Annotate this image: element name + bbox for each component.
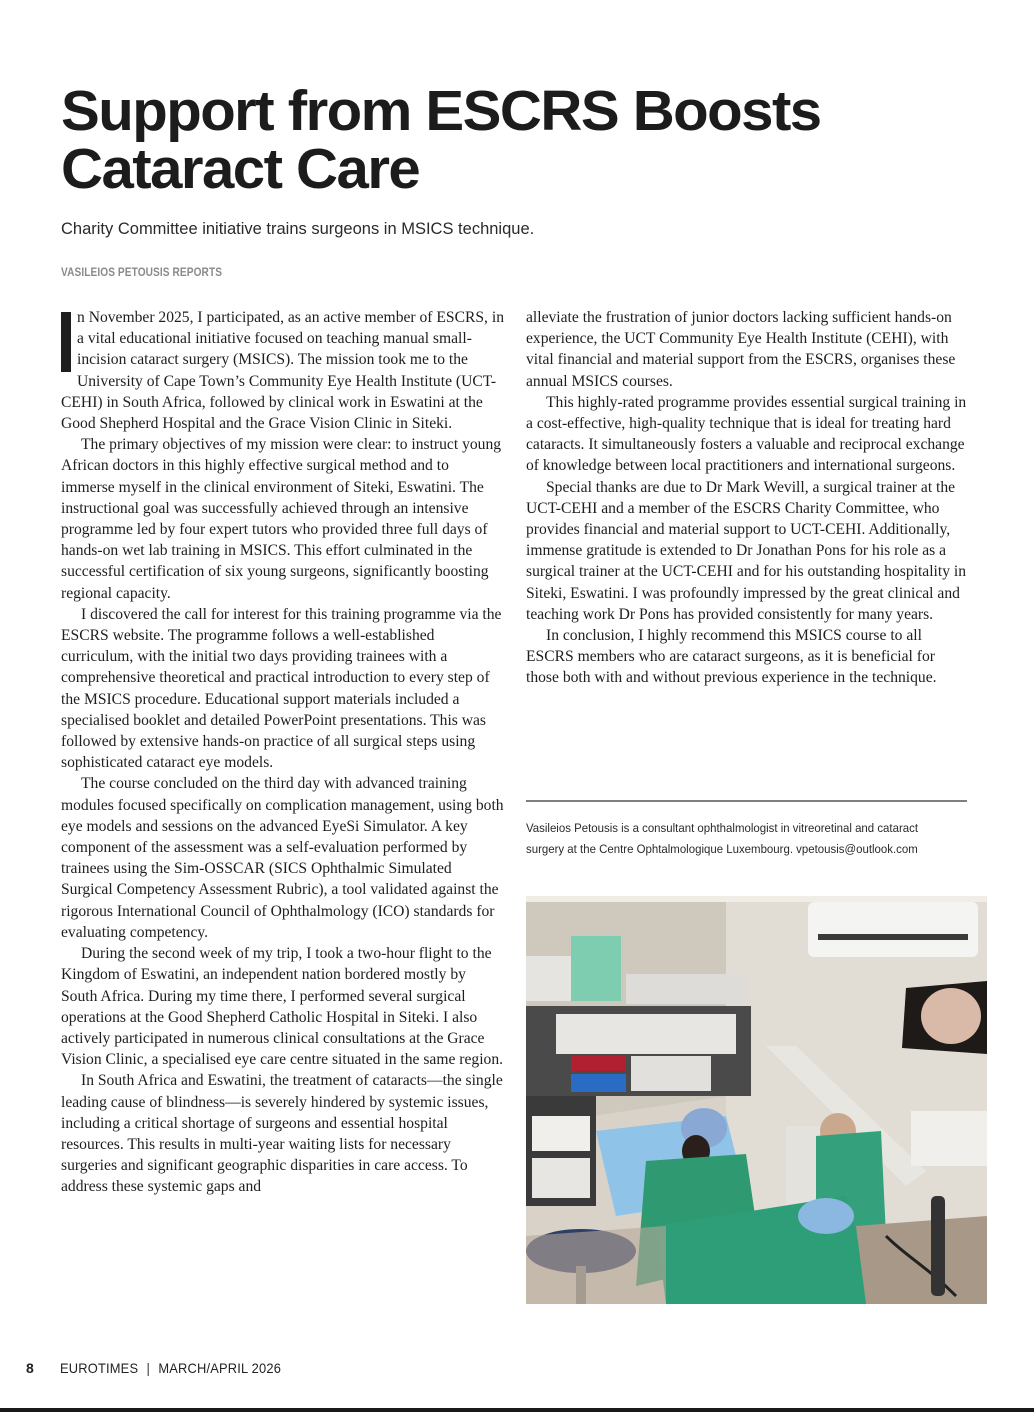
dropcap-i [61, 312, 71, 372]
paragraph: n November 2025, I participated, as an active member of ESCRS, in a vital educational initiative focused on teaching manual small-incision cataract surgery (MSICS). The mission took me to the University of Cape Town’s Community Eye Health Institute (UCT-CEHI) in South Africa, followed by clinical work in Eswatini at the Good Shepherd Hospital and the Grace Vision Clinic in Siteki. [61, 309, 504, 433]
body-column-right [526, 307, 971, 689]
paragraph: The course concluded on the third day with advanced training modules focused specifically on complication management, using both eye models and sessions on the advanced EyeSi Simulator. A key component of the assessment was a self-evaluation performed by trainees using the Sim-OSSCAR (SICS Ophthalmic Simulated Surgical Competency Assessment Rubric), a tool validated against the rigorous International Council of Ophthalmology (ICO) standards for evaluating competency. [61, 775, 504, 941]
author-bio: Vasileios Petousis is a consultant ophthalmologist in vitreoretinal and cataract surgery at the Centre Ophtalmologique Luxembourg. vpetousis@outlook.com [526, 821, 919, 856]
publication-name: EUROTIMES | MARCH/APRIL 2026 [59, 1360, 281, 1376]
surgery-photo [526, 896, 987, 1304]
article-standfirst: Charity Committee initiative trains surgeons in MSICS technique. [61, 220, 535, 238]
page-footer [26, 1360, 300, 1376]
bottom-bar [0, 1408, 1034, 1412]
issue-date: MARCH/APRIL 2026 [158, 1360, 281, 1376]
page-number: 8 [26, 1360, 34, 1376]
article-headline [61, 79, 979, 201]
paragraph: During the second week of my trip, I took a two-hour flight to the Kingdom of Eswatini, an independent nation bordered mostly by South Africa. During my time there, I performed several surgical operations at the Good Shepherd Catholic Hospital in Siteki. I also actively participated in numerous clinical consultations at the Grace Vision Clinic, a specialised eye care centre situated in the same region. [61, 945, 504, 1069]
article-byline: VASILEIOS PETOUSIS REPORTS [61, 267, 223, 279]
paragraph: In conclusion, I highly recommend this MSICS course to all ESCRS members who are cataract surgeons, as it is beneficial for those both with and without previous experience in the technique. [526, 627, 937, 687]
paragraph: This highly-rated programme provides essential surgical training in a cost-effective, high-quality technique that is ideal for treating hard cataracts. It simultaneously fosters a valuable and reciprocal exchange of knowledge between local practitioners and international surgeons. [526, 393, 967, 475]
headline-line-2: Cataract Care [61, 137, 420, 201]
body-column-left [61, 307, 506, 1198]
bio-divider [526, 800, 967, 802]
paragraph: The primary objectives of my mission were clear: to instruct young African doctors in this highly effective surgical method and to immerse myself in the clinical environment of Siteki, Eswatini. The instructional goal was successfully achieved through an intensive programme led by four expert tutors who provided three full days of hands-on wet lab training in MSICS. This effort culminated in the successful certification of six young surgeons, significantly boosting regional capacity. [61, 436, 502, 602]
headline-line-1: Support from ESCRS Boosts [61, 79, 821, 143]
paragraph: In South Africa and Eswatini, the treatment of cataracts—the single leading cause of blindness—is severely hindered by systemic issues, including a critical shortage of surgeons and essential hospital resources. This results in multi-year waiting lists for necessary surgeries and significant geographic disparities in care access. To address these systemic gaps and [61, 1072, 503, 1196]
paragraph: alleviate the frustration of junior doctors lacking sufficient hands-on experience, the UCT Community Eye Health Institute (CEHI), with vital financial and material support from the ESCRS, organises these annual MSICS courses. [526, 309, 956, 390]
paragraph: Special thanks are due to Dr Mark Wevill, a surgical trainer at the UCT-CEHI and a member of the ESCRS Charity Committee, who provides financial and material support to UCT-CEHI. Additionally, immense gratitude is extended to Dr Jonathan Pons for his role as a surgical trainer at the UCT-CEHI and for his outstanding hospitality in Siteki, Eswatini. I was profoundly impressed by the great clinical and teaching work Dr Pons has provided consistently for many years. [526, 478, 967, 623]
paragraph: I discovered the call for interest for this training programme via the ESCRS website. The programme follows a well-established curriculum, with the initial two days providing trainees with a comprehensive theoretical and practical introduction to every step of the MSICS procedure. Educational support materials included a specialised booklet and detailed PowerPoint presentations. This was followed by extensive hands-on practice of all surgical steps using sophisticated cataract eye models. [61, 605, 502, 772]
footer-separator: | [146, 1360, 150, 1376]
